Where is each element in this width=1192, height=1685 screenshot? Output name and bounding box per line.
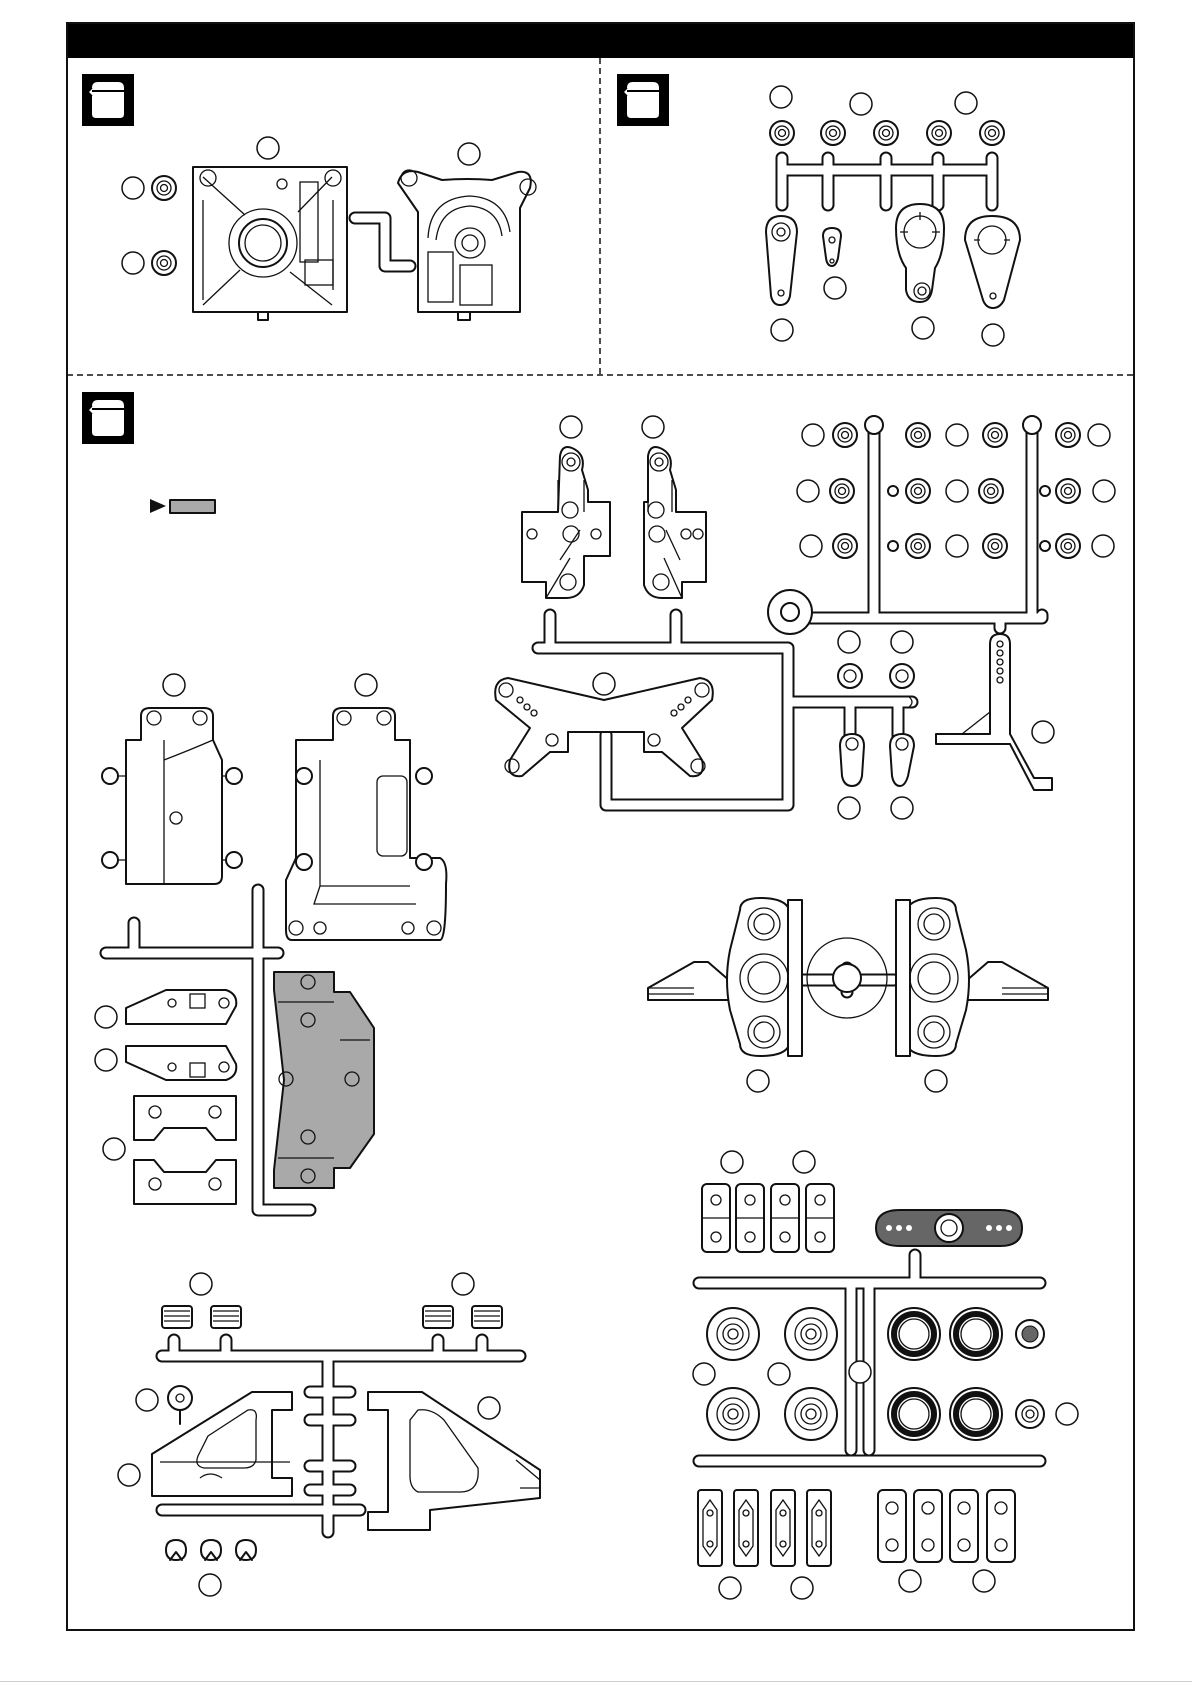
- callout-circle: [163, 674, 185, 696]
- callout-circle: [925, 1070, 947, 1092]
- callout-circle: [838, 631, 860, 653]
- callout-circle: [747, 1070, 769, 1092]
- washer-part: [874, 121, 898, 145]
- bearing-part: [888, 1388, 940, 1440]
- link-block-part-group: [702, 1184, 834, 1252]
- callout-circle: [912, 317, 934, 339]
- callout-circle: [800, 535, 822, 557]
- legend-swatch: [170, 500, 215, 513]
- body-post-part: [936, 634, 1052, 790]
- callout-circle: [824, 277, 846, 299]
- washer-part: [152, 176, 176, 200]
- washer-part: [833, 423, 857, 447]
- callout-circle: [982, 324, 1004, 346]
- callout-circle: [478, 1397, 500, 1419]
- callout-circle: [791, 1577, 813, 1599]
- callout-circle: [593, 673, 615, 695]
- e-clip-part-group: [166, 1540, 256, 1560]
- bag-icon: [82, 74, 134, 126]
- callout-circle: [458, 143, 480, 165]
- servo-saver-section: [766, 86, 1020, 346]
- collar-part: [1016, 1320, 1044, 1348]
- callout-circle: [642, 416, 664, 438]
- knuckle-tree: [495, 416, 1115, 819]
- callout-circle: [891, 631, 913, 653]
- bearing-part: [950, 1388, 1002, 1440]
- callout-circle: [1088, 424, 1110, 446]
- diff-case-tree: [95, 674, 446, 1210]
- callout-circle: [849, 1361, 871, 1383]
- callout-circle: [95, 1006, 117, 1028]
- callout-circle: [1092, 535, 1114, 557]
- ball-end-part: [890, 734, 914, 786]
- gearbox-case-section: [122, 137, 536, 320]
- sprue-runner: [782, 158, 992, 205]
- washer-part: [1056, 479, 1080, 503]
- hub-carrier-left-part: [648, 898, 802, 1056]
- collar-part: [1016, 1400, 1044, 1428]
- callout-circle: [973, 1570, 995, 1592]
- servo-saver-horn-part: [896, 204, 944, 302]
- header-bar: [67, 23, 1134, 58]
- callout-circle: [899, 1570, 921, 1592]
- callout-circle: [693, 1363, 715, 1385]
- washer-part: [833, 534, 857, 558]
- bearing-part: [888, 1308, 940, 1360]
- page-edge-line: [0, 1681, 1192, 1682]
- callout-circle: [719, 1577, 741, 1599]
- washer-part: [838, 664, 862, 688]
- callout-circle: [103, 1138, 125, 1160]
- callout-circle: [1056, 1403, 1078, 1425]
- bearing-part: [950, 1308, 1002, 1360]
- callout-circle: [891, 797, 913, 819]
- pulley-part: [707, 1388, 759, 1440]
- callout-circle: [199, 1574, 221, 1596]
- washer-part: [1056, 423, 1080, 447]
- pulley-tree: [693, 1151, 1078, 1599]
- callout-circle: [802, 424, 824, 446]
- knuckle-left-part: [522, 447, 610, 598]
- plate-part: [126, 1046, 236, 1080]
- link-plate-part-group: [698, 1490, 831, 1566]
- hub-carrier-tree: [648, 898, 1048, 1092]
- pulley-part: [785, 1388, 837, 1440]
- callout-circle: [946, 535, 968, 557]
- washer-part: [906, 534, 930, 558]
- washer-part: [830, 479, 854, 503]
- callout-circle: [122, 177, 144, 199]
- washer-part: [980, 121, 1004, 145]
- plate-part: [126, 990, 236, 1024]
- callout-circle: [560, 416, 582, 438]
- knuckle-right-part: [644, 447, 706, 598]
- callout-circle: [257, 137, 279, 159]
- callout-circle: [721, 1151, 743, 1173]
- callout-circle: [118, 1464, 140, 1486]
- callout-circle: [955, 92, 977, 114]
- highlighted-plate-part: [274, 972, 374, 1188]
- ball-stud-part: [168, 1386, 192, 1424]
- bag-icon: [82, 392, 134, 444]
- callout-circle: [946, 424, 968, 446]
- plate-part: [134, 1096, 236, 1140]
- plate-part: [134, 1160, 236, 1204]
- washer-part: [979, 479, 1003, 503]
- callout-circle: [793, 1151, 815, 1173]
- callout-circle: [122, 252, 144, 274]
- diff-case-left-part: [102, 708, 242, 884]
- callout-circle: [946, 480, 968, 502]
- callout-circle: [797, 480, 819, 502]
- arrow-right-icon: [150, 499, 166, 513]
- washer-part: [983, 423, 1007, 447]
- washer-part: [983, 534, 1007, 558]
- servo-saver-arm-part: [965, 216, 1020, 308]
- washer-part: [770, 121, 794, 145]
- callout-circle: [136, 1389, 158, 1411]
- callout-circle: [850, 93, 872, 115]
- callout-circle: [768, 1363, 790, 1385]
- bag-icon: [617, 74, 669, 126]
- washer-part: [821, 121, 845, 145]
- callout-circle: [355, 674, 377, 696]
- washer-part: [152, 251, 176, 275]
- callout-circle: [452, 1273, 474, 1295]
- callout-circle: [1093, 480, 1115, 502]
- suspension-arm-right-part: [368, 1392, 540, 1530]
- pulley-part: [785, 1308, 837, 1360]
- callout-circle: [838, 797, 860, 819]
- ball-end-part: [840, 734, 864, 786]
- spacer-block-part-group: [878, 1490, 1015, 1562]
- suspension-arm-tree: [118, 1273, 540, 1596]
- callout-circle: [190, 1273, 212, 1295]
- washer-part: [906, 423, 930, 447]
- washer-part: [906, 479, 930, 503]
- sprue-runner: [355, 218, 410, 266]
- washer-part: [927, 121, 951, 145]
- servo-horn-part: [766, 216, 797, 305]
- servo-arm-part: [876, 1210, 1022, 1246]
- legend: [150, 499, 215, 513]
- washer-part: [1056, 534, 1080, 558]
- gearbox-case-right-part: [398, 170, 536, 320]
- spring-part-group: [162, 1306, 502, 1328]
- pulley-part: [707, 1308, 759, 1360]
- callout-circle: [770, 86, 792, 108]
- gearbox-case-left-part: [193, 167, 347, 320]
- callout-circle: [1032, 721, 1054, 743]
- hub-carrier-right-part: [896, 898, 1048, 1056]
- callout-circle: [95, 1049, 117, 1071]
- servo-link-part: [823, 228, 841, 266]
- washer-part: [890, 664, 914, 688]
- sprue-runner: [538, 425, 1042, 805]
- callout-circle: [771, 319, 793, 341]
- diff-case-right-part: [286, 708, 446, 940]
